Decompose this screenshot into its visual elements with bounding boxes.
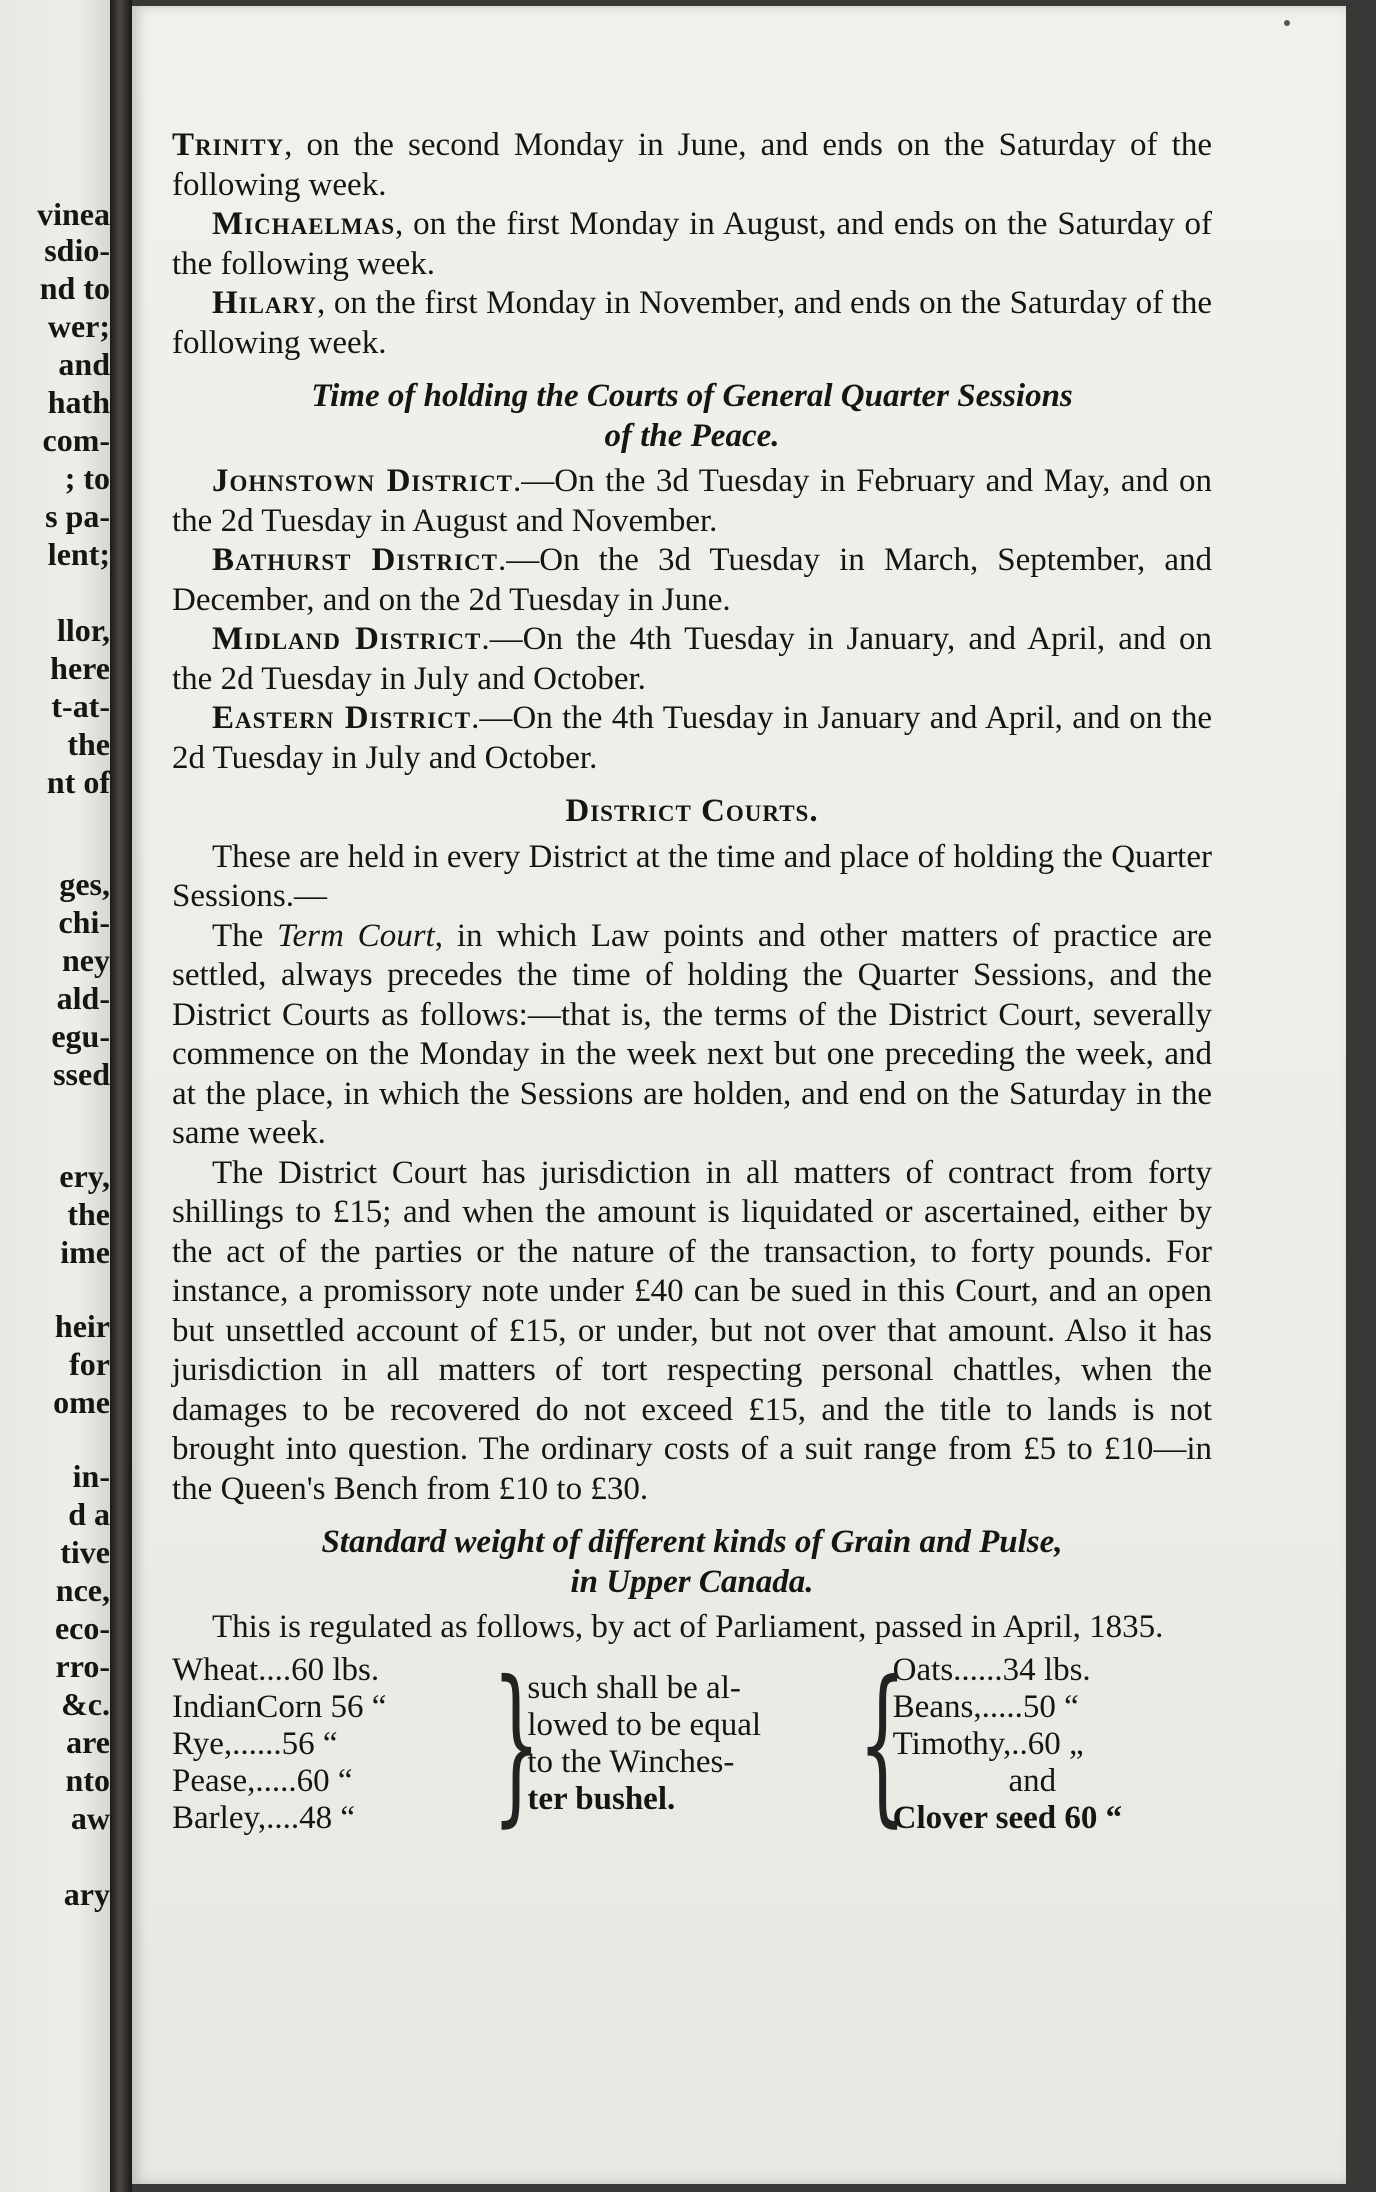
left-page-fragment: ome <box>53 1384 110 1420</box>
quarter-sessions-heading <box>172 377 1212 456</box>
left-page-fragment: are <box>66 1724 110 1760</box>
grain-heading <box>172 1523 1212 1602</box>
grain-heading-line1: Standard weight of different kinds of Grain and Pulse, <box>321 1524 1063 1560</box>
left-page-fragment: ney <box>62 942 110 978</box>
district-courts-para2: The Term Court, in which Law points and other matters of practice are settled, always precedes the time of holding the Quarter Sessions, and the District Courts as follows:—that is, the terms of the District Court, severally commence on the Monday in the week next but one preceding the week, and at the place, in which the Sessions are holden, and end on the Saturday in the same week. <box>172 917 1212 1151</box>
quarter-sessions-heading-line2: of the Peace. <box>604 417 780 454</box>
left-page-fragment: s pa- <box>45 498 110 534</box>
grain-right-row: Beans,.....50 “ <box>892 1688 1079 1725</box>
left-page-fragment: ges, <box>59 866 110 902</box>
left-page-fragment: ald- <box>56 980 110 1016</box>
left-page-fragment: d a <box>68 1496 110 1532</box>
grain-right-row: Clover seed 60 “ <box>892 1799 1123 1836</box>
district-courts-para1: These are held in every District at the time and place of holding the Quarter Sessions.— <box>172 838 1212 914</box>
left-brace-icon: { <box>857 1645 907 1843</box>
left-page-fragment: eco- <box>54 1610 110 1646</box>
book-spine <box>110 0 132 2192</box>
left-page-margin <box>0 0 110 2192</box>
left-page-fragment: vinea <box>37 196 110 232</box>
left-page-fragment: llor, <box>56 612 110 648</box>
left-page-fragment: nto <box>65 1762 110 1798</box>
left-page-fragment: tive <box>60 1534 110 1570</box>
left-page-fragment: nd to <box>39 270 110 306</box>
left-page-fragment: egu- <box>51 1018 110 1054</box>
grain-left-row: Pease,.....60 “ <box>172 1762 353 1799</box>
left-page-fragment: in- <box>72 1458 110 1494</box>
district-midland: Midland District.—On the 4th Tuesday in January, and April, and on the 2d Tuesday in July and October. <box>172 621 1212 697</box>
left-page-fragment: lent; <box>47 536 110 572</box>
left-page-fragment: hath <box>47 384 110 420</box>
grain-right-row: Oats......34 lbs. <box>892 1651 1091 1688</box>
left-page-fragment: ; to <box>64 460 110 496</box>
district-bathurst: Bathurst District.—On the 3d Tuesday in March, September, and December, and on the 2d Tuesday in June. <box>172 542 1212 618</box>
left-page-fragment: ime <box>60 1234 110 1270</box>
grain-left-row: Wheat....60 lbs. <box>172 1651 380 1688</box>
grain-middle-line: ter bushel. <box>527 1781 676 1817</box>
left-page-fragment: com- <box>42 422 110 458</box>
left-page-fragment: ary <box>63 1876 110 1912</box>
grain-middle-text <box>521 1670 846 1818</box>
grain-middle-line: to the Winches- <box>527 1744 735 1780</box>
quarter-sessions-heading-line1: Time of holding the Courts of General Quarter Sessions <box>311 378 1073 414</box>
district-johnstown: Johnstown District.—On the 3d Tuesday in February and May, and on the 2d Tuesday in August and November. <box>172 463 1212 539</box>
grain-middle-line: such shall be al- <box>527 1670 741 1706</box>
left-page-fragment: the <box>67 726 110 762</box>
grain-intro: This is regulated as follows, by act of Parliament, passed in April, 1835. <box>212 1609 1164 1645</box>
left-page-fragment: t-at- <box>51 688 110 724</box>
district-eastern: Eastern District.—On the 4th Tuesday in January and April, and on the 2d Tuesday in July and October. <box>172 700 1212 776</box>
grain-middle-line: lowed to be equal <box>527 1707 762 1743</box>
grain-heading-line2: in Upper Canada. <box>570 1563 814 1600</box>
grain-left-row: Rye,......56 “ <box>172 1725 338 1762</box>
left-page-fragment: rro- <box>55 1648 110 1684</box>
term-michaelmas: Michaelmas, on the first Monday in August, and ends on the Saturday of the following week. <box>172 206 1212 282</box>
left-page-fragment: the <box>67 1196 110 1232</box>
left-page-fragment: nt of <box>46 764 110 800</box>
left-page-fragment: nce, <box>55 1572 110 1608</box>
district-courts-heading: District Courts. <box>565 793 819 829</box>
left-page-fragment: wer; <box>47 308 110 344</box>
left-page-fragment: aw <box>70 1800 110 1836</box>
left-page-fragment: here <box>50 650 110 686</box>
grain-table <box>172 1645 1212 1843</box>
district-courts-para3: The District Court has jurisdiction in all matters of contract from forty shillings to £15; and when the amount is liquidated or ascertained, either by the act of the parties or the nature of the transaction, to forty pounds. For instance, a promissory note under £40 can be sued in this Court, and an open but unsettled account of £15, or under, but not over that amount. Also it has jurisdiction in all matters of tort respecting personal chattles, when the damages to be recovered do not exceed £15, and the title to lands is not brought into question. The ordinary costs of a suit range from £5 to £10—in the Queen's Bench from £10 to £30. <box>172 1154 1212 1507</box>
grain-right-row: and <box>1008 1762 1057 1799</box>
left-page-fragment: &c. <box>61 1686 110 1722</box>
left-page-fragment: for <box>69 1346 110 1382</box>
left-page-fragment: sdio- <box>44 232 110 268</box>
page-content <box>172 126 1212 1843</box>
left-page-fragment: ssed <box>53 1056 110 1092</box>
page-speck <box>1284 20 1290 26</box>
left-page-fragment: chi- <box>58 904 110 940</box>
grain-right-row: Timothy,..60 „ <box>892 1725 1084 1762</box>
left-page-fragment: heir <box>54 1308 110 1344</box>
grain-left-list <box>172 1652 481 1837</box>
left-page-fragment: ery, <box>59 1158 110 1194</box>
grain-left-row: IndianCorn 56 “ <box>172 1688 387 1725</box>
term-trinity: Trinity, on the second Monday in June, and ends on the Saturday of the following week. <box>172 127 1212 203</box>
grain-left-row: Barley,....48 “ <box>172 1799 355 1836</box>
term-hilary: Hilary, on the first Monday in November, and ends on the Saturday of the following week. <box>172 285 1212 361</box>
left-page-fragment: and <box>58 346 110 382</box>
page <box>132 6 1346 2184</box>
grain-right-list <box>887 1652 1212 1837</box>
right-brace-icon: } <box>492 1645 542 1843</box>
